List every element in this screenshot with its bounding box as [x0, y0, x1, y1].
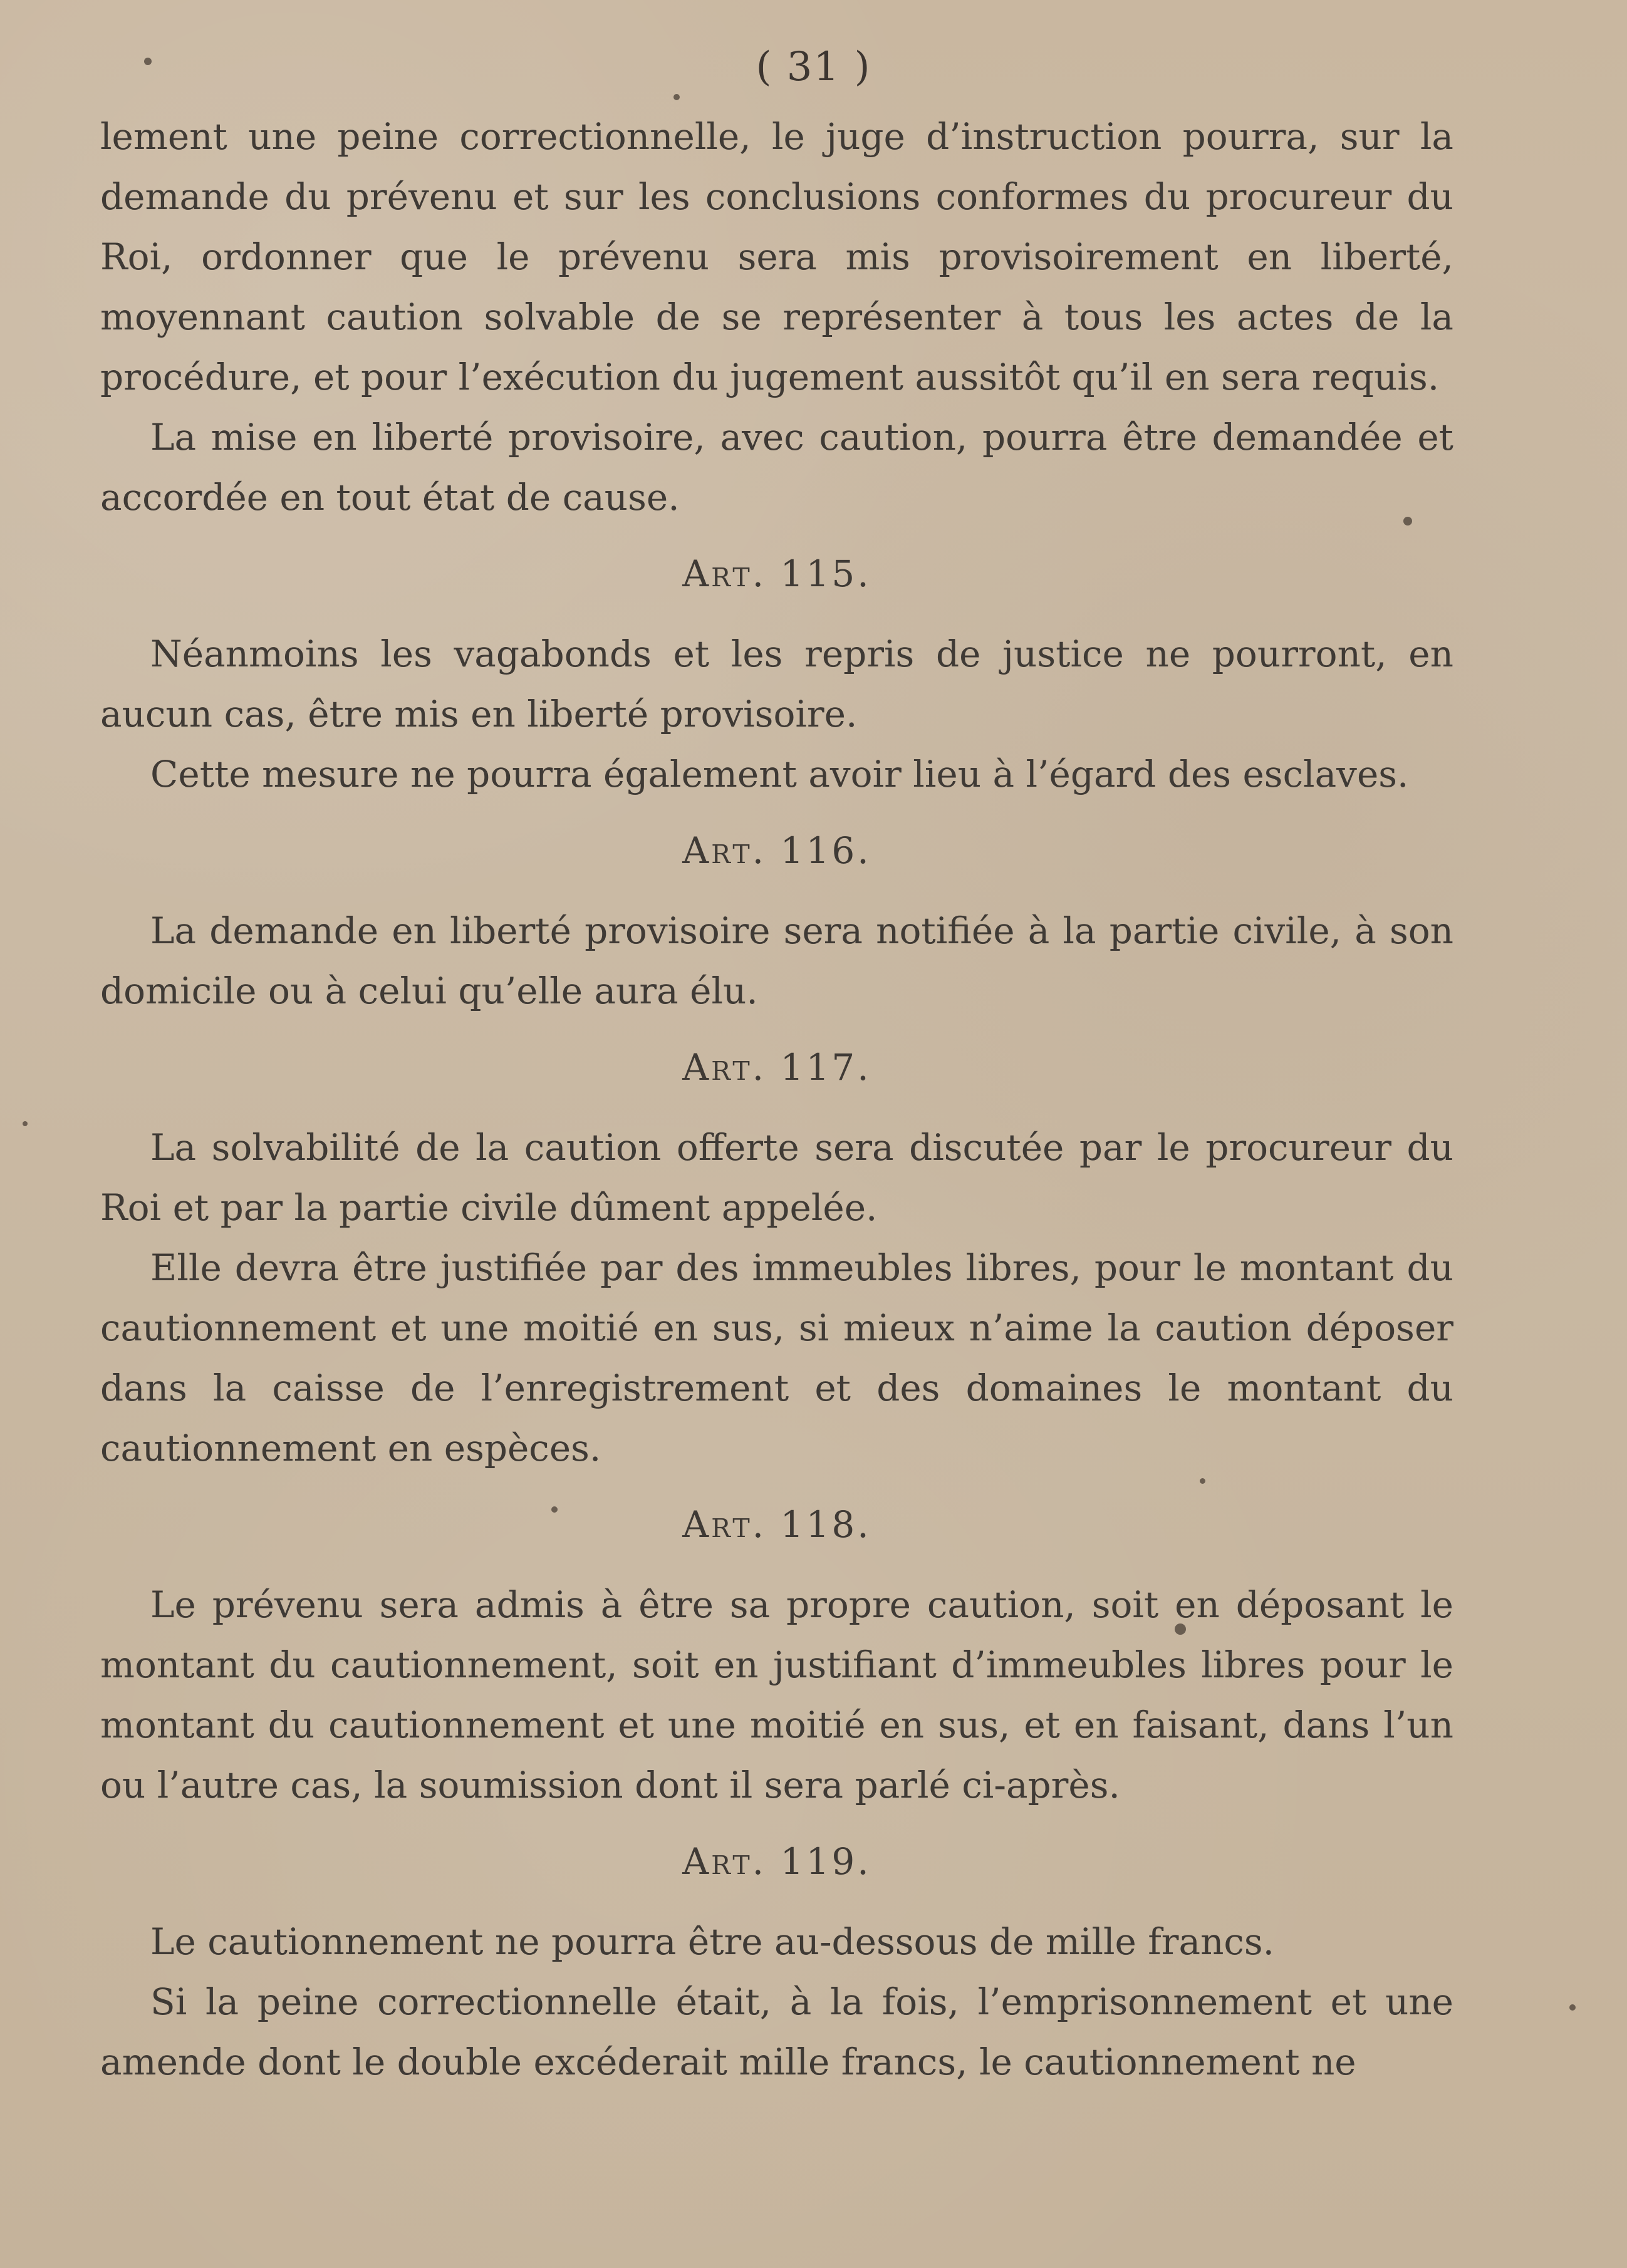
- ink-speck: [1569, 2004, 1576, 2011]
- paragraph: lement une peine correctionnelle, le juge d’instruction pourra, sur la demande du prévenu et sur les conclusions conformes du procureur du Roi, ordonner que le prévenu sera mis provisoirement en liberté, moyennant caution solvable de se représenter à tous les actes de la procédure, et pour l’exécution du jugement aussitôt qu’il en sera requis.: [100, 115, 1453, 398]
- document-body: [100, 106, 1453, 2092]
- paragraph: Néanmoins les vagabonds et les repris de justice ne pourront, en aucun cas, être mis en liberté provisoire.: [100, 633, 1453, 735]
- paragraph: Le cautionnement ne pourra être au-dessous de mille francs.: [150, 1920, 1275, 1963]
- paragraph: Si la peine correctionnelle était, à la fois, l’emprisonnement et une amende dont le double excéderait mille francs, le cautionnement ne: [100, 1981, 1453, 2083]
- paragraph: Elle devra être justifiée par des immeubles libres, pour le montant du cautionnement et une moitié en sus, si mieux n’aime la caution déposer dans la caisse de l’enregistrement et des domaines le montant du cautionnement en espèces.: [100, 1246, 1453, 1469]
- paragraph: Cette mesure ne pourra également avoir lieu à l’égard des esclaves.: [150, 753, 1409, 795]
- article-heading: Art. 119.: [682, 1840, 871, 1883]
- ink-speck: [673, 94, 680, 100]
- article-heading: Art. 116.: [682, 829, 871, 872]
- paragraph: La solvabilité de la caution offerte sera discutée par le procureur du Roi et par la partie civile dûment appelée.: [100, 1126, 1453, 1229]
- article-heading: Art. 117.: [682, 1046, 871, 1089]
- paragraph: La demande en liberté provisoire sera notifiée à la partie civile, à son domicile ou à celui qu’elle aura élu.: [100, 909, 1453, 1012]
- page-number: ( 31 ): [756, 44, 871, 90]
- paragraph: La mise en liberté provisoire, avec caution, pourra être demandée et accordée en tout état de cause.: [100, 416, 1453, 519]
- article-heading: Art. 115.: [682, 552, 871, 595]
- article-heading: Art. 118.: [682, 1503, 871, 1546]
- paragraph: Le prévenu sera admis à être sa propre caution, soit en déposant le montant du cautionnement, soit en justifiant d’immeubles libres pour le montant du cautionnement et une moitié en sus, et en faisant, dans l’un ou l’autre cas, la soumission dont il sera parlé ci-après.: [100, 1583, 1453, 1806]
- ink-speck: [23, 1121, 28, 1126]
